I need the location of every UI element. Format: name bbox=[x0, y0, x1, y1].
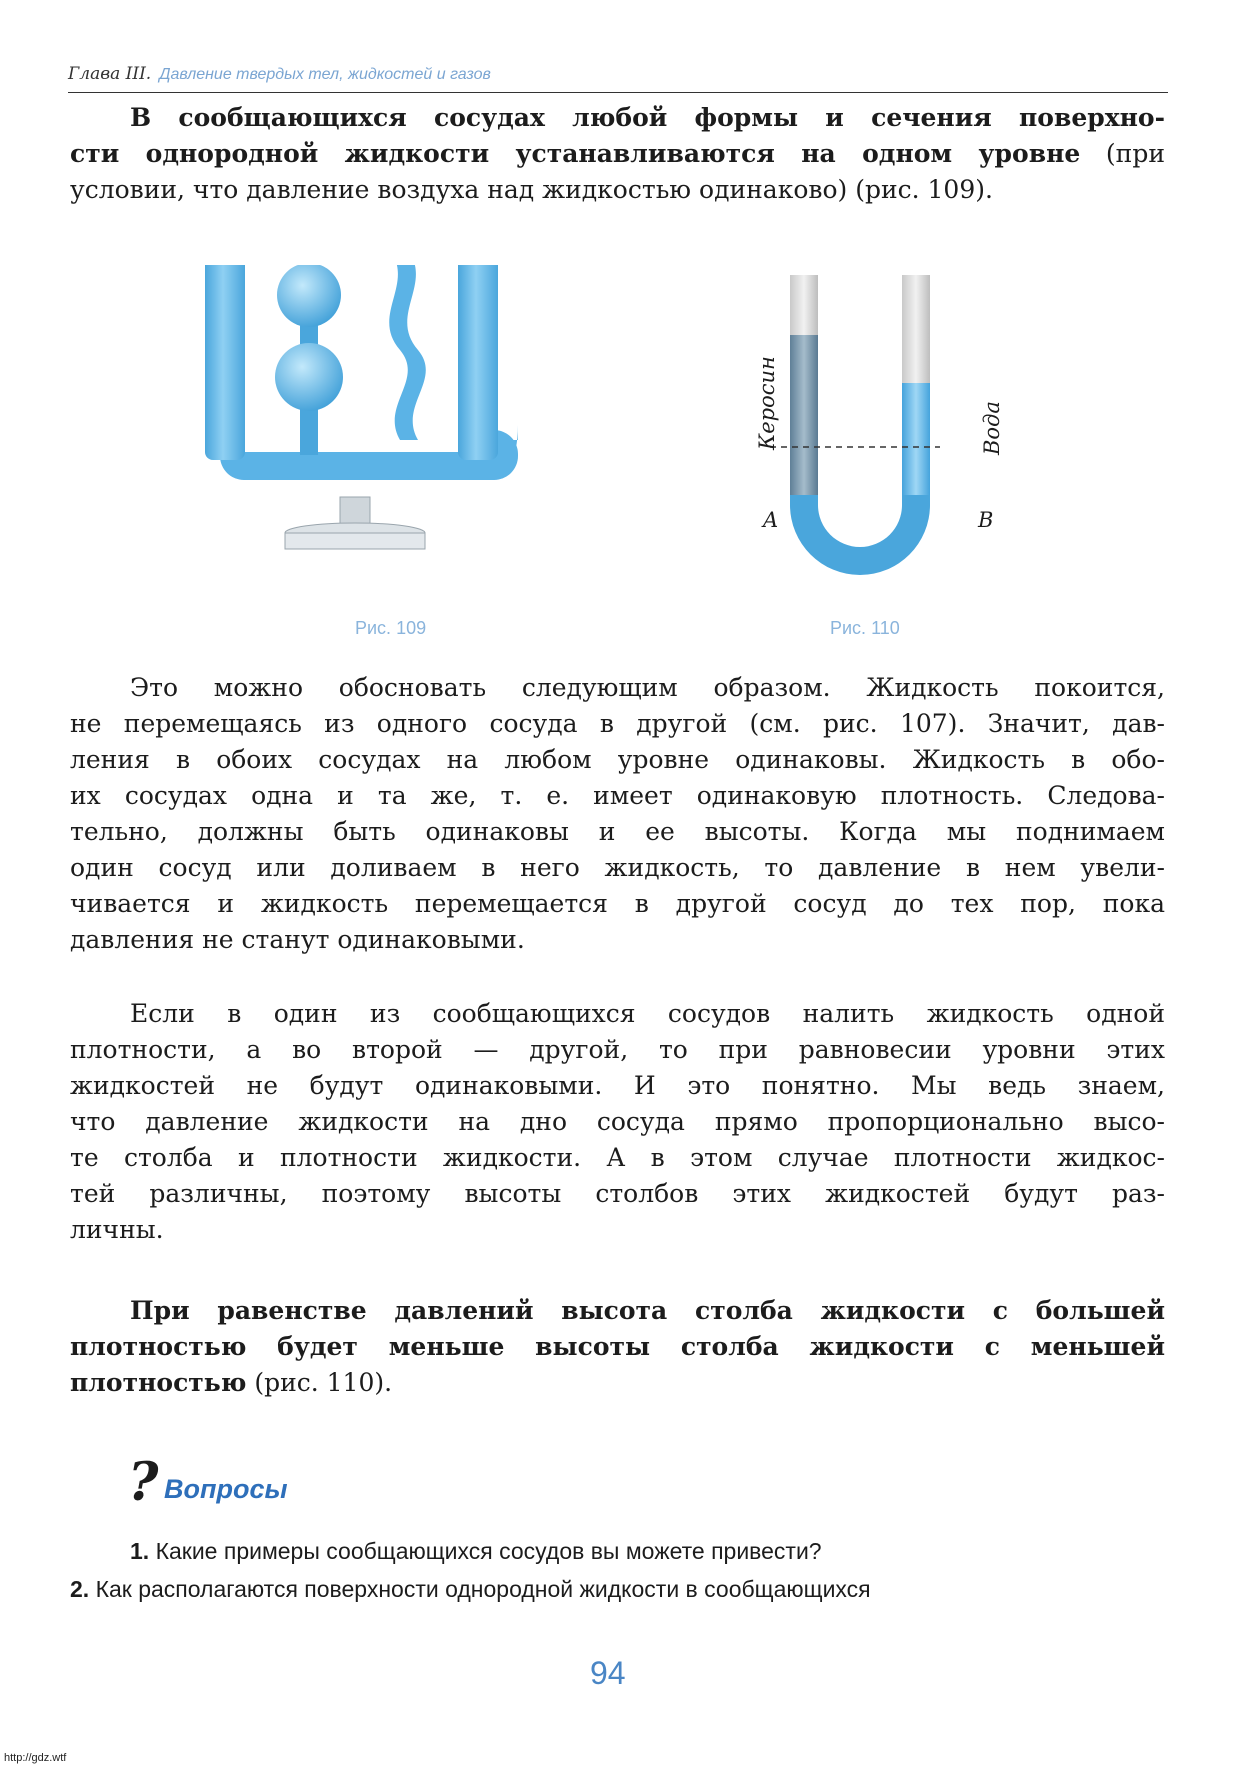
figure-109-caption: Рис. 109 bbox=[355, 618, 427, 638]
kerosene-column bbox=[790, 335, 818, 495]
intro-line-3: условии, что давление воздуха над жидкостью одинаково) (рис. 109). bbox=[70, 175, 993, 204]
conclusion-line-3 bbox=[70, 1365, 1165, 1402]
vessel-stand bbox=[285, 497, 425, 549]
chapter-number: Глава III. bbox=[68, 64, 152, 84]
body2-line: те столба и плотности жидкости. А в этом случае плотности жидкос- bbox=[70, 1143, 1165, 1172]
questions-title: Вопросы bbox=[164, 1474, 288, 1504]
water-column bbox=[902, 383, 930, 495]
right-vessel bbox=[458, 265, 498, 460]
body1-line: их сосудах одна и та же, т. е. имеет одинаковую плотность. Следова- bbox=[70, 781, 1165, 810]
conclusion-line-2: плотностью будет меньше высоты столба жидкости с меньшей bbox=[70, 1332, 1165, 1361]
left-arm-empty bbox=[790, 275, 818, 335]
right-arm-empty bbox=[902, 275, 930, 383]
page-number: 94 bbox=[590, 1655, 626, 1691]
intro-line-1: В сообщающихся сосудах любой формы и сечения поверхно- bbox=[130, 103, 1165, 132]
running-header bbox=[68, 58, 1168, 93]
body1-line: не перемещаясь из одного сосуда в другой (см. рис. 107). Значит, дав- bbox=[70, 709, 1165, 738]
label-water: Вода bbox=[980, 401, 1004, 455]
question-number: 1. bbox=[130, 1538, 150, 1564]
label-kerosene: Керосин bbox=[755, 356, 779, 450]
body1-line: Это можно обосновать следующим образом. Жидкость покоится, bbox=[130, 673, 1165, 702]
body2-line: жидкостей не будут одинаковыми. И это понятно. Мы ведь знаем, bbox=[70, 1071, 1165, 1100]
body2-line: тей различны, поэтому высоты столбов этих жидкостей будут раз- bbox=[70, 1179, 1165, 1208]
intro-line-2-bold: сти однородной жидкости устанавливаются на одном уровне bbox=[70, 139, 1081, 168]
body1-line: ления в обоих сосудах на любом уровне одинаковы. Жидкость в обо- bbox=[70, 745, 1165, 774]
question-mark-icon: ? bbox=[128, 1452, 159, 1513]
body1-line: давления не станут одинаковыми. bbox=[70, 925, 525, 954]
question-number: 2. bbox=[70, 1576, 90, 1602]
body1-line: чивается и жидкость перемещается в другой сосуд до тех пор, пока bbox=[70, 889, 1165, 918]
conclusion-line-1: При равенстве давлений высота столба жидкости с большей bbox=[130, 1296, 1165, 1325]
wavy-vessel bbox=[389, 265, 426, 440]
watermark: http://gdz.wtf bbox=[4, 1752, 67, 1764]
intro-line-2-tail: (при bbox=[1080, 139, 1165, 168]
ball-vessel-top bbox=[277, 265, 341, 327]
label-point-b: B bbox=[978, 508, 994, 532]
chapter-title: Давление твердых тел, жидкостей и газов bbox=[159, 66, 491, 83]
body2-line: личны. bbox=[70, 1215, 164, 1244]
ball-vessel-bottom bbox=[275, 343, 343, 411]
body2-line: плотности, а во второй — другой, то при равновесии уровни этих bbox=[70, 1035, 1165, 1064]
conclusion-line-3-tail: (рис. 110). bbox=[246, 1368, 393, 1397]
tube-inner-gap bbox=[245, 430, 495, 452]
question-item bbox=[130, 1538, 822, 1565]
left-vessel bbox=[205, 265, 245, 460]
body1-line: один сосуд или доливаем в него жидкость, то давление в нем увели- bbox=[70, 853, 1165, 882]
chapter-label bbox=[68, 64, 491, 84]
u-tube-bend bbox=[790, 490, 930, 575]
question-text: Как располагаются поверхности однородной жидкости в сообщающихся bbox=[95, 1576, 871, 1602]
conclusion-line-3-bold: плотностью bbox=[70, 1368, 247, 1397]
question-text: Какие примеры сообщающихся сосудов вы можете привести? bbox=[155, 1538, 822, 1564]
body1-line: тельно, должны быть одинаковы и ее высоты. Когда мы поднимаем bbox=[70, 817, 1165, 846]
question-item bbox=[70, 1576, 871, 1603]
figure-109 bbox=[200, 265, 600, 585]
body2-line: что давление жидкости на дно сосуда прямо пропорционально высо- bbox=[70, 1107, 1165, 1136]
body2-line: Если в один из сообщающихся сосудов налить жидкость одной bbox=[130, 999, 1165, 1028]
figure-110-caption: Рис. 110 bbox=[830, 618, 900, 638]
intro-line-2 bbox=[70, 136, 1165, 173]
label-point-a: A bbox=[763, 508, 779, 532]
